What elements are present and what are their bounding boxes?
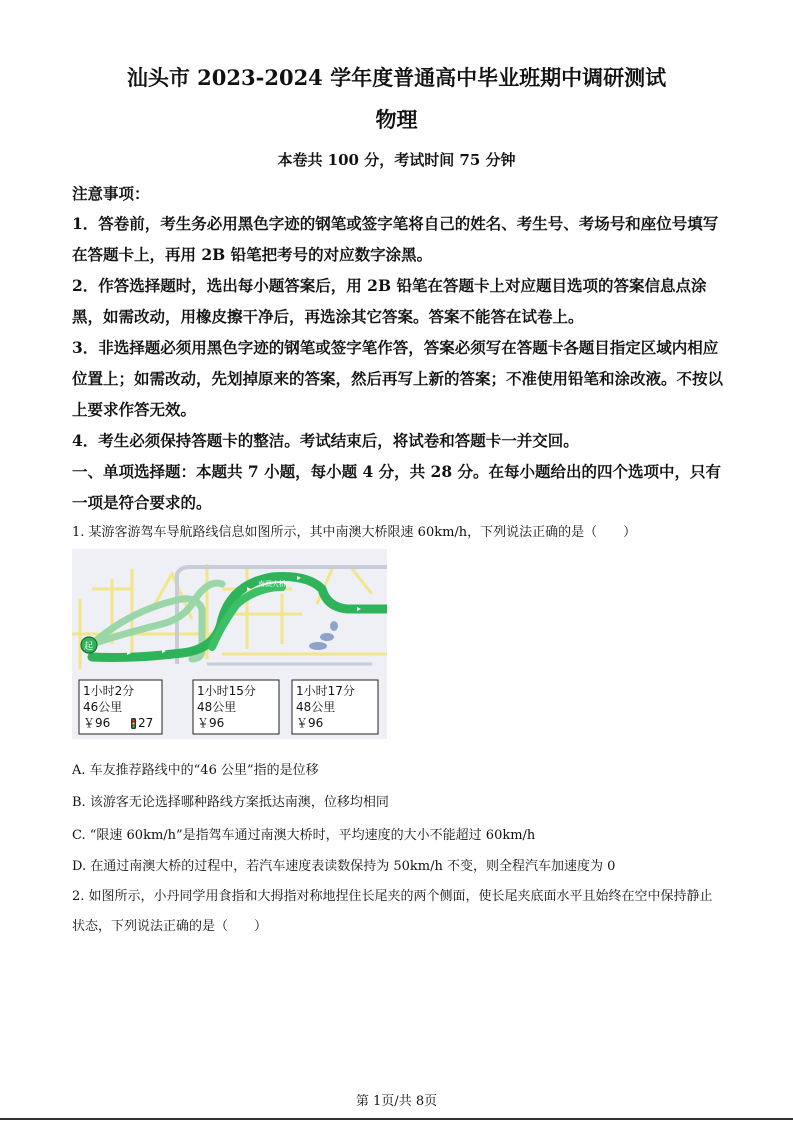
- q1-option-c: C. “限速 60km/h”是指驾车通过南澳大桥时，平均速度的大小不能超过 60km/h: [72, 828, 536, 843]
- route-cost: ￥96: [83, 716, 111, 730]
- route-box-3[interactable]: [292, 680, 378, 734]
- notice-item-4: 4．考生必须保持答题卡的整洁。考试结束后，将试卷和答题卡一并交回。: [72, 431, 579, 450]
- notice-item-3: 3．非选择题必须用黑色字迹的钢笔或签字笔作答，答案必须写在答题卡各题目指定区域内相应位置上；如需改动，先划掉原来的答案，然后再写上新的答案；不准使用铅笔和涂改液。不按以上要求作答无效。: [72, 338, 724, 419]
- subject-title: 物理: [375, 107, 418, 132]
- route-distance: 48公里: [197, 700, 237, 714]
- navigation-map-figure: [72, 549, 387, 739]
- route-time: 1小时17分: [296, 684, 355, 698]
- notice-item-1: 1．答卷前，考生务必用黑色字迹的钢笔或签字笔将自己的姓名、考生号、考场号和座位号填写在答题卡上，再用 2B 铅笔把考号的对应数字涂黑。: [72, 214, 719, 264]
- q1-stem: 1. 某游客游驾车导航路线信息如图所示，其中南澳大桥限速 60km/h，下列说法正确的是（ ）: [72, 525, 637, 540]
- route-box-2[interactable]: [193, 680, 279, 734]
- bridge-label: 南澳大桥: [258, 580, 286, 588]
- section-heading: 一、单项选择题：本题共 7 小题，每小题 4 分，共 28 分。在每小题给出的四个选项中，只有一项是符合要求的。: [72, 462, 722, 512]
- traffic-light-green: [132, 725, 134, 727]
- exam-title: 汕头市 2023-2024 学年度普通高中毕业班期中调研测试: [126, 65, 667, 90]
- route-cost: ￥96: [296, 716, 324, 730]
- route-distance: 46公里: [83, 700, 123, 714]
- notice-heading: 注意事项：: [72, 184, 150, 203]
- exam-info: 本卷共 100 分，考试时间 75 分钟: [277, 151, 516, 169]
- q1-option-d: D. 在通过南澳大桥的过程中，若汽车速度表读数保持为 50km/h 不变，则全程汽车加速度为 0: [72, 859, 616, 874]
- navigation-map: [72, 549, 387, 739]
- traffic-light-count: 27: [138, 716, 154, 730]
- traffic-light-red: [132, 719, 134, 721]
- notice-item-2: 2．作答选择题时，选出每小题答案后，用 2B 铅笔在答题卡上对应题目选项的答案信息点涂黑，如需改动，用橡皮擦干净后，再选涂其它答案。答案不能答在试卷上。: [72, 276, 707, 326]
- start-label: 起: [84, 642, 94, 652]
- traffic-light-yellow: [132, 722, 134, 724]
- route-distance: 48公里: [296, 700, 336, 714]
- route-box-1[interactable]: [79, 680, 162, 734]
- route-time: 1小时15分: [197, 684, 256, 698]
- page-number: 第 1页/共 8页: [355, 1094, 438, 1109]
- route-cost: ￥96: [197, 716, 225, 730]
- q1-option-b: B. 该游客无论选择哪种路线方案抵达南澳，位移均相同: [72, 795, 389, 810]
- route-time: 1小时2分: [83, 684, 135, 698]
- q2-stem: 2. 如图所示，小丹同学用食指和大拇指对称地捏住长尾夹的两个侧面，使长尾夹底面水平且始终在空中保持静止状态，下列说法正确的是（ ）: [72, 889, 713, 934]
- q1-option-a: A. 车友推荐路线中的“46 公里”指的是位移: [72, 763, 319, 778]
- footer-divider: [0, 1118, 793, 1120]
